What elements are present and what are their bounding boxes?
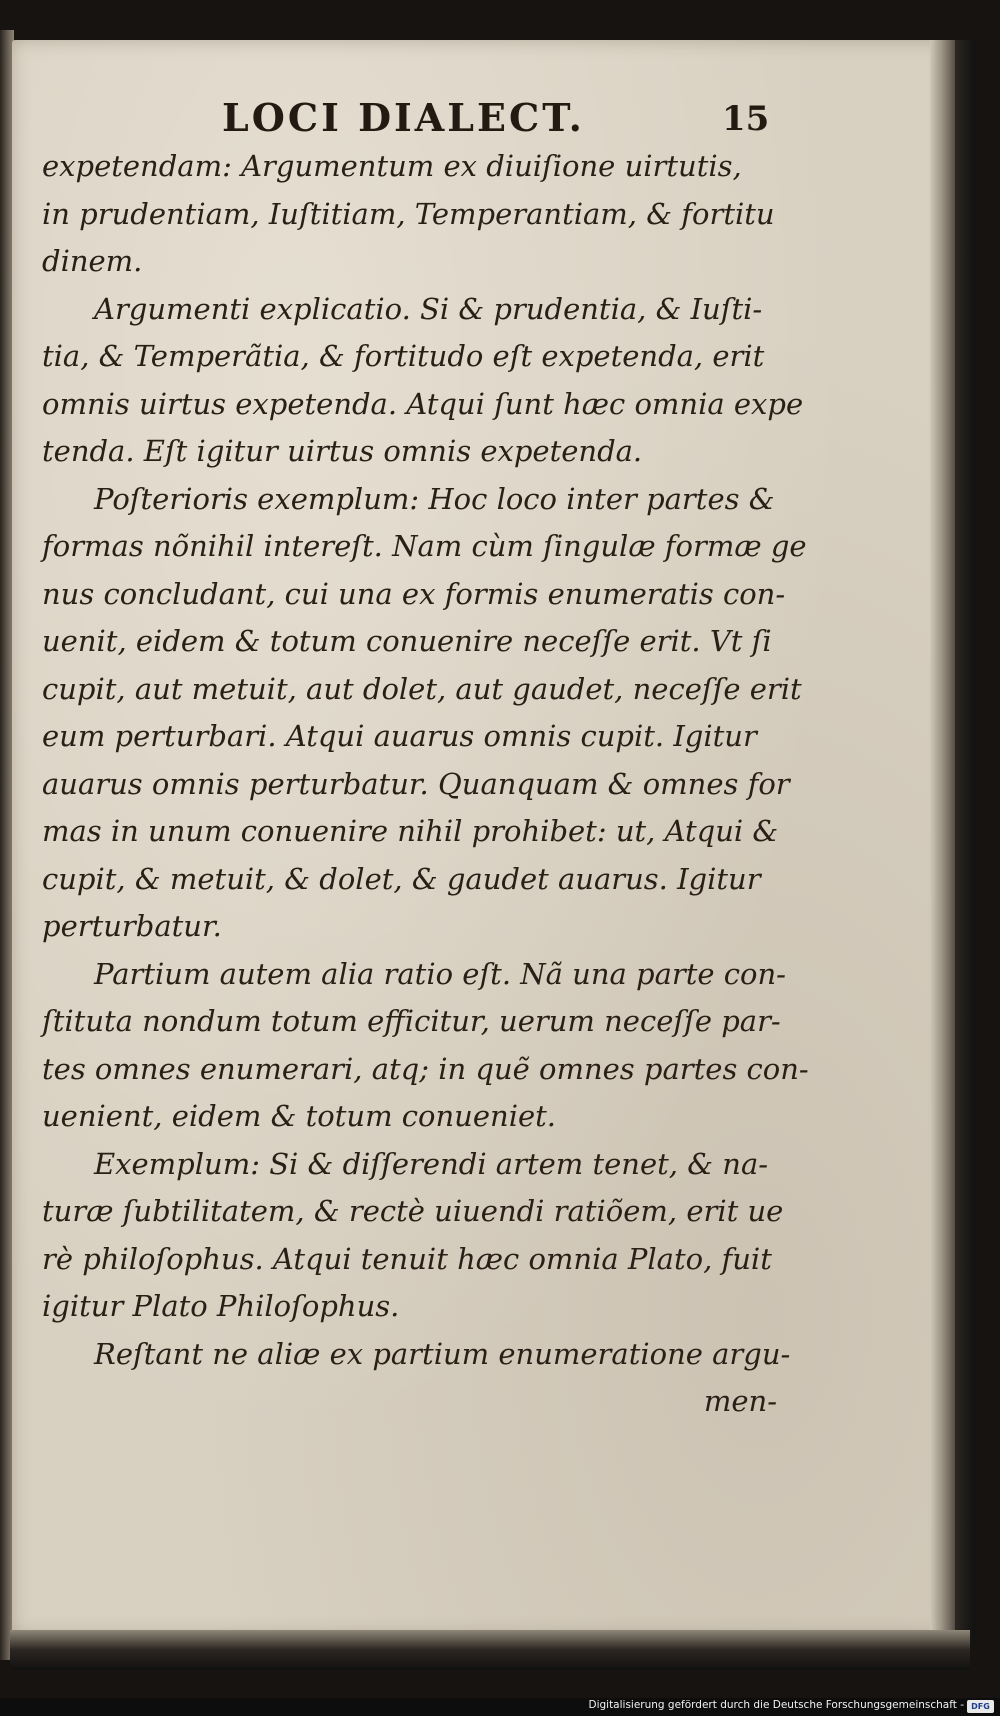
text-line: mas in unum conuenire nihil prohibet: ut, Atqui &	[42, 814, 779, 848]
text-line: formas nõnihil intereſt. Nam cùm ſingulæ formæ ge	[42, 529, 807, 563]
text-line: tenda. Eſt igitur uirtus omnis expetenda.	[42, 434, 643, 468]
text-line: igitur Plato Philoſophus.	[42, 1289, 400, 1323]
running-head: LOCI DIALECT.	[222, 95, 585, 140]
digitization-credit: Digitalisierung gefördert durch die Deutsche Forschungsgemeinschaft -	[588, 1699, 964, 1711]
text-line: Poſterioris exemplum: Hoc loco inter partes &	[94, 481, 775, 516]
text-line: uenient, eidem & totum conueniet.	[42, 1099, 556, 1133]
book-fore-edge	[955, 40, 975, 1640]
text-line: ſtituta nondum totum efficitur, uerum neceſſe par-	[42, 1004, 781, 1038]
text-line: turæ ſubtilitatem, & rectè uiuendi ratiõem, erit ue	[42, 1194, 784, 1228]
page-bottom-shadow	[10, 1630, 970, 1670]
dfg-logo-icon: DFG	[967, 1700, 994, 1713]
page-number: 15	[722, 99, 770, 139]
text-line: cupit, aut metuit, aut dolet, aut gaudet, neceſſe erit	[42, 671, 802, 706]
text-line: perturbatur.	[42, 909, 222, 943]
text-line: uenit, eidem & totum conuenire neceſſe erit. Vt ſi	[42, 624, 772, 658]
text-line: Partium autem alia ratio eſt. Nã una parte con-	[94, 956, 786, 991]
text-line: in prudentiam, Iuſtitiam, Temperantiam, & fortitu	[42, 196, 775, 231]
text-line: omnis uirtus expetenda. Atqui ſunt hæc omnia expe	[42, 386, 804, 421]
text-line: dinem.	[42, 244, 143, 278]
text-line: Reſtant ne aliæ ex partium enumeratione argu-	[94, 1336, 791, 1371]
page-header	[0, 95, 1000, 145]
body-text	[42, 143, 809, 1426]
text-line: Argumenti explicatio. Si & prudentia, & Iuſti-	[94, 291, 763, 326]
catchword: men-	[703, 1384, 777, 1418]
text-line: nus concludant, cui una ex formis enumeratis con-	[42, 576, 786, 611]
text-line: tes omnes enumerari, atq; in quẽ omnes partes con-	[42, 1051, 809, 1086]
text-line: expetendam: Argumentum ex diuiſione uirtutis,	[42, 149, 742, 183]
text-line: eum perturbari. Atqui auarus omnis cupit. Igitur	[42, 719, 757, 753]
text-line: rè philoſophus. Atqui tenuit hæc omnia Plato, fuit	[42, 1241, 772, 1276]
text-line: auarus omnis perturbatur. Quanquam & omnes for	[42, 766, 790, 801]
text-line: tia, & Temperãtia, & fortitudo eſt expetenda, erit	[42, 339, 765, 373]
text-line: Exemplum: Si & diſſerendi artem tenet, & na-	[94, 1146, 769, 1181]
text-line: cupit, & metuit, & dolet, & gaudet auarus. Igitur	[42, 861, 761, 896]
